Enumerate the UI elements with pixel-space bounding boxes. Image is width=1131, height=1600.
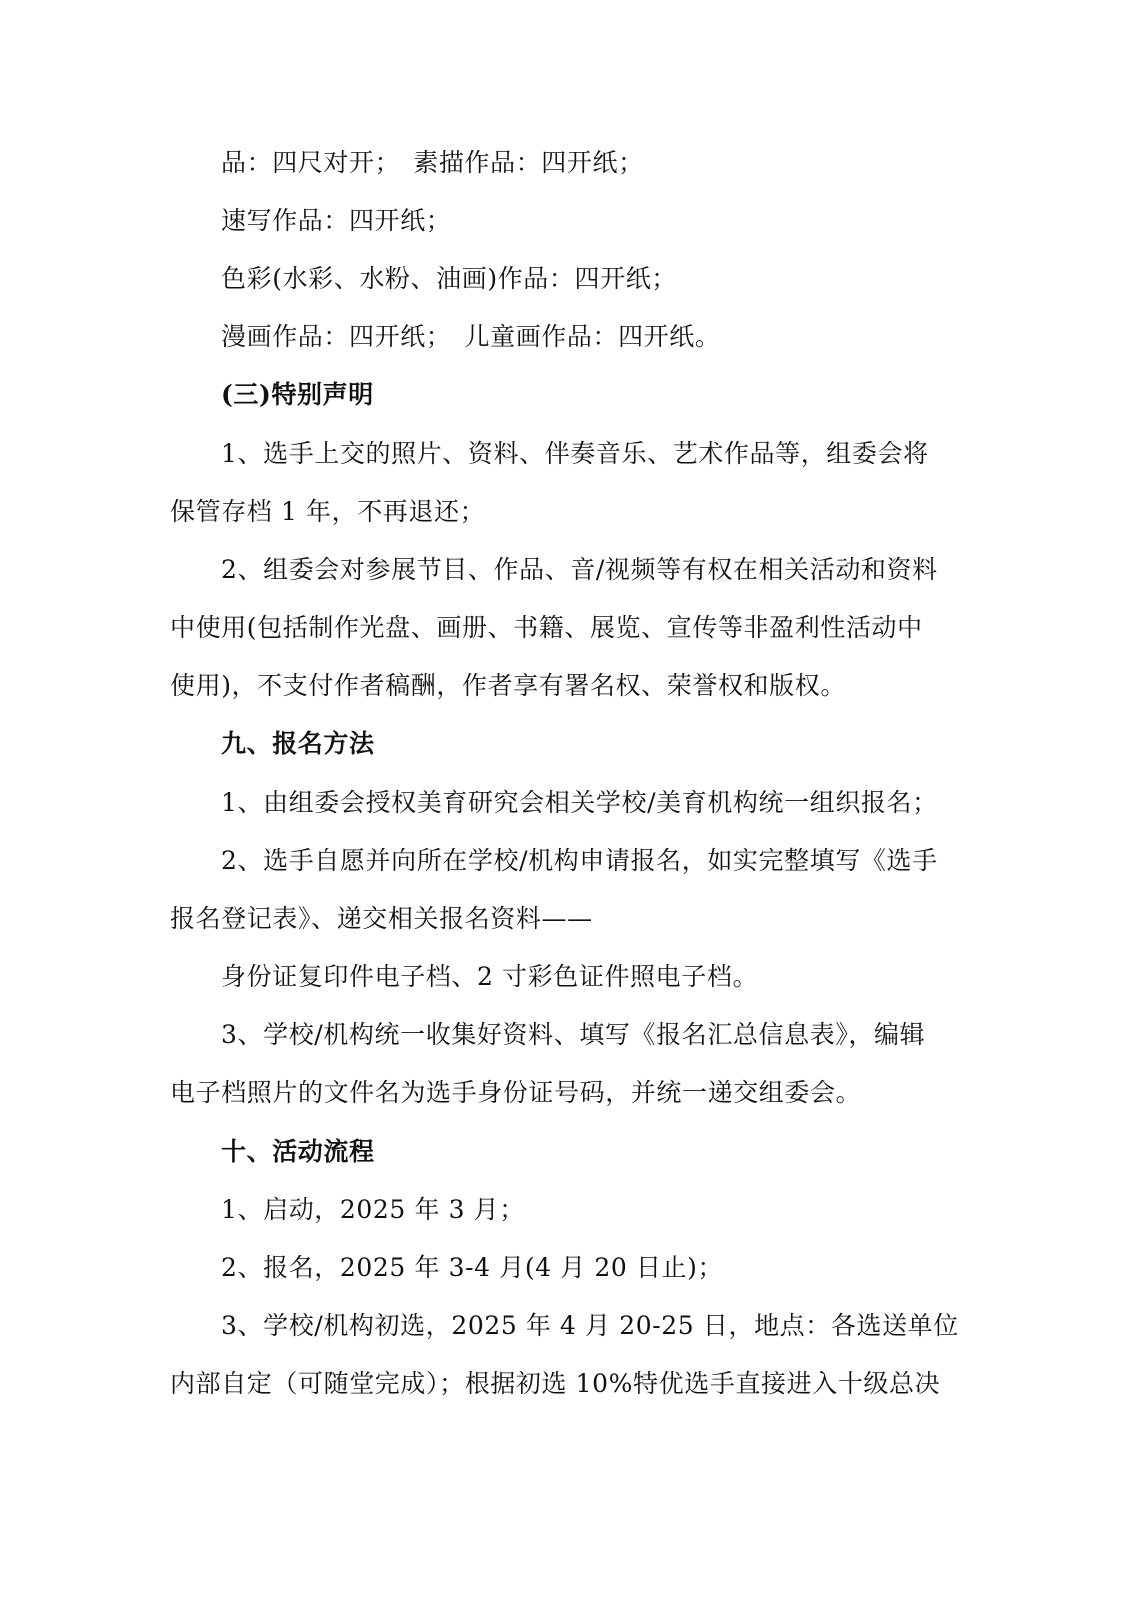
text-line-registration-2a: 2、选手自愿并向所在学校/机构申请报名，如实完整填写《选手	[221, 846, 938, 875]
text-line-size-painting: 品：四尺对开； 素描作品：四开纸；	[221, 148, 644, 177]
text-line-registration-3a: 3、学校/机构统一收集好资料、填写《报名汇总信息表》，编辑	[221, 1020, 926, 1049]
section-heading-process: 十、活动流程	[221, 1137, 375, 1166]
text-line-registration-2c: 身份证复印件电子档、2 寸彩色证件照电子档。	[221, 962, 759, 991]
text-line-comic: 漫画作品：四开纸； 儿童画作品：四开纸。	[221, 322, 721, 351]
text-line-process-3b: 内部自定（可随堂完成）；根据初选 10%特优选手直接进入十级总决	[170, 1369, 941, 1398]
text-line-registration-3b: 电子档照片的文件名为选手身份证号码，并统一递交组委会。	[170, 1078, 862, 1107]
text-line-sketch: 速写作品：四开纸；	[221, 206, 452, 235]
text-line-registration-2b: 报名登记表》、递交相关报名资料——	[170, 904, 593, 933]
text-line-registration-1: 1、由组委会授权美育研究会相关学校/美育机构统一组织报名；	[221, 788, 938, 817]
text-line-statement-1a: 1、选手上交的照片、资料、伴奏音乐、艺术作品等，组委会将	[221, 439, 929, 468]
text-line-process-3a: 3、学校/机构初选，2025 年 4 月 20-25 日，地点：各选送单位	[221, 1311, 959, 1340]
text-line-statement-2c: 使用)，不支付作者稿酬，作者享有署名权、荣誉权和版权。	[170, 671, 846, 700]
section-heading-special-statement: (三)特别声明	[221, 380, 374, 409]
text-line-statement-1b: 保管存档 1 年，不再退还；	[170, 497, 486, 526]
text-line-color: 色彩(水彩、水粉、油画)作品：四开纸；	[221, 264, 677, 293]
text-line-process-1: 1、启动，2025 年 3 月；	[221, 1195, 525, 1224]
section-heading-registration: 九、报名方法	[221, 729, 375, 758]
text-line-process-2: 2、报名，2025 年 3-4 月(4 月 20 日止)；	[221, 1253, 724, 1282]
text-line-statement-2a: 2、组委会对参展节目、作品、音/视频等有权在相关活动和资料	[221, 555, 938, 584]
text-line-statement-2b: 中使用(包括制作光盘、画册、书籍、展览、宣传等非盈利性活动中	[170, 613, 923, 642]
